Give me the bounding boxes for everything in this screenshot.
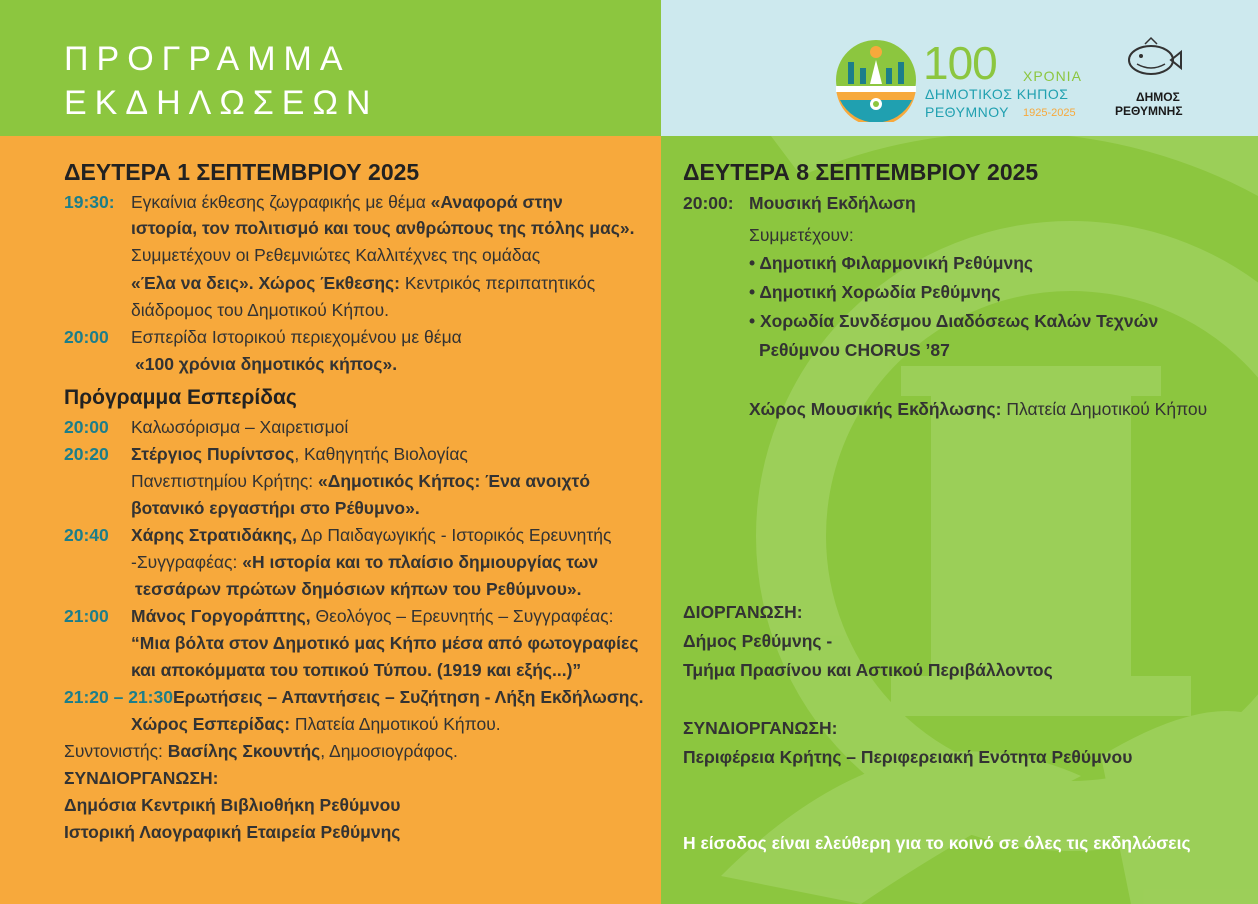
coorganizer-heading: ΣΥΝΔΙΟΡΓΑΝΩΣΗ: bbox=[683, 718, 838, 738]
day2-heading: ΔΕΥΤΕΡΑ 8 ΣΕΠΤΕΜΒΡΙΟΥ 2025 bbox=[683, 159, 1039, 185]
event1-line4: «Έλα να δεις». Χώρος Έκθεσης: Κεντρικός περιπατητικός bbox=[131, 273, 596, 293]
concert-title: Μουσική Εκδήλωση bbox=[749, 193, 916, 213]
event1-line1: Εγκαίνια έκθεσης ζωγραφικής με θέμα «Αναφορά στην bbox=[131, 192, 563, 212]
program2-time: 20:20 bbox=[64, 444, 109, 464]
municipality-line1: ΔΗΜΟΣ bbox=[1136, 90, 1180, 104]
program3-line1: Χάρης Στρατιδάκης, Δρ Παιδαγωγικής - Ιστορικός Ερευνητής bbox=[131, 525, 612, 545]
concert-time: 20:00: bbox=[683, 193, 734, 213]
program3-line3: τεσσάρων πρώτων δημόσιων κήπων του Ρεθύμνου». bbox=[135, 579, 582, 599]
municipality-seal-icon bbox=[1123, 34, 1183, 84]
day1-coorg-2: Ιστορική Λαογραφική Εταιρεία Ρεθύμνης bbox=[64, 822, 401, 842]
logo-number: 100 bbox=[923, 37, 997, 89]
logo-years-range: 1925-2025 bbox=[1023, 107, 1076, 119]
free-entry-note: Η είσοδος είναι ελεύθερη για το κοινό σε όλες τις εκδηλώσεις bbox=[683, 833, 1191, 853]
program1-text: Καλωσόρισμα – Χαιρετισμοί bbox=[131, 417, 349, 437]
program4-line2: “Μια βόλτα στον Δημοτικό μας Κήπο μέσα από φωτογραφίες bbox=[131, 633, 639, 653]
participant-1: • Δημοτική Φιλαρμονική Ρεθύμνης bbox=[749, 253, 1033, 273]
program-heading: Πρόγραμμα Εσπερίδας bbox=[64, 386, 297, 409]
program3-line2: -Συγγραφέας: «Η ιστορία και το πλαίσιο δημιουργίας των bbox=[131, 552, 599, 572]
event1-line2: ιστορία, τον πολιτισμό και τους ανθρώπους της πόλης μας». bbox=[131, 218, 635, 238]
concert-venue: Χώρος Μουσικής Εκδήλωσης: Πλατεία Δημοτικού Κήπου bbox=[749, 399, 1208, 419]
program5-line2: Χώρος Εσπερίδας: Πλατεία Δημοτικού Κήπου. bbox=[131, 714, 501, 734]
day1-heading: ΔΕΥΤΕΡΑ 1 ΣΕΠΤΕΜΒΡΙΟΥ 2025 bbox=[64, 159, 420, 185]
program2-line2: Πανεπιστημίου Κρήτης: «Δημοτικός Κήπος: Ένα ανοιχτό bbox=[131, 471, 591, 491]
coorganizer-line1: Περιφέρεια Κρήτης – Περιφερειακή Ενότητα Ρεθύμνου bbox=[683, 747, 1133, 767]
logo-word-garden: ΔΗΜΟΤΙΚΟΣ ΚΗΠΟΣ bbox=[925, 86, 1069, 102]
participant-2: • Δημοτική Χορωδία Ρεθύμνης bbox=[749, 282, 1001, 302]
participant-3-line1: • Χορωδία Συνδέσμου Διαδόσεως Καλών Τεχνών bbox=[749, 311, 1159, 331]
program5-time: 21:20 – 21:30 bbox=[64, 687, 173, 707]
day1-coorg-1: Δημόσια Κεντρική Βιβλιοθήκη Ρεθύμνου bbox=[64, 795, 401, 815]
program4-time: 21:00 bbox=[64, 606, 109, 626]
program4-line3: και αποκόμματα του τοπικού Τύπου. (1919 και εξής...)” bbox=[131, 660, 582, 680]
organizer-line1: Δήμος Ρεθύμνης - bbox=[683, 631, 833, 651]
garden-100-logo-icon bbox=[834, 38, 918, 122]
event2-time: 20:00 bbox=[64, 327, 109, 347]
logo-word-years: ΧΡΟΝΙΑ bbox=[1023, 68, 1082, 84]
logo-panel bbox=[661, 0, 1258, 136]
participant-3-line2: Ρεθύμνου CHORUS ’87 bbox=[759, 340, 950, 360]
coordinator: Συντονιστής: Βασίλης Σκουντής, Δημοσιογράφος. bbox=[64, 741, 458, 761]
event1-line3: Συμμετέχουν οι Ρεθεμνιώτες Καλλιτέχνες της ομάδας bbox=[131, 245, 541, 265]
program2-line1: Στέργιος Πυρίντσος, Καθηγητής Βιολογίας bbox=[131, 444, 468, 464]
program1-time: 20:00 bbox=[64, 417, 109, 437]
day1-coorg-heading: ΣΥΝΔΙΟΡΓΑΝΩΣΗ: bbox=[64, 768, 219, 788]
program3-time: 20:40 bbox=[64, 525, 109, 545]
program-title-line1: ΠΡΟΓΡΑΜΜΑ bbox=[64, 40, 351, 78]
organizer-heading: ΔΙΟΡΓΑΝΩΣΗ: bbox=[683, 602, 803, 622]
event2-line2: «100 χρόνια δημοτικός κήπος». bbox=[135, 354, 398, 374]
title-panel bbox=[0, 0, 661, 136]
program5-line1: Ερωτήσεις – Απαντήσεις – Συζήτηση - Λήξη Εκδήλωσης. bbox=[173, 687, 644, 707]
program-title-line2: ΕΚΔΗΛΩΣΕΩΝ bbox=[64, 84, 379, 122]
logo-word-city: ΡΕΘΥΜΝΟΥ bbox=[925, 104, 1010, 120]
event1-time: 19:30: bbox=[64, 192, 115, 212]
event1-line5: διάδρομος του Δημοτικού Κήπου. bbox=[131, 300, 390, 320]
program2-line3: βοτανικό εργαστήρι στο Ρέθυμνο». bbox=[131, 498, 420, 518]
organizer-line2: Τμήμα Πρασίνου και Αστικού Περιβάλλοντος bbox=[683, 660, 1053, 680]
event2-line1: Εσπερίδα Ιστορικού περιεχομένου με θέμα bbox=[131, 327, 462, 347]
municipality-line2: ΡΕΘΥΜΝΗΣ bbox=[1115, 104, 1183, 118]
concert-participants: Συμμετέχουν: bbox=[749, 225, 854, 245]
program4-line1: Μάνος Γοργοράπτης, Θεολόγος – Ερευνητής – Συγγραφέας: bbox=[131, 606, 614, 626]
